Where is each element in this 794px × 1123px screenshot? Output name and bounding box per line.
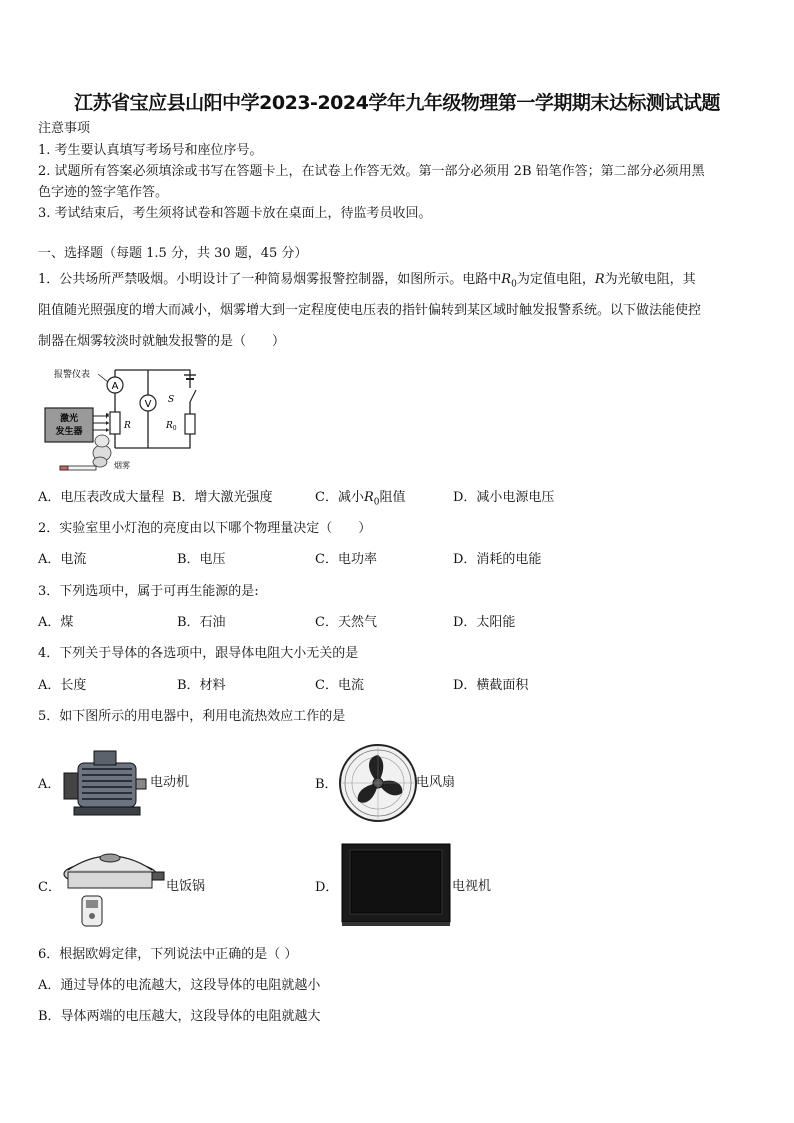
q1-option-c xyxy=(315,489,406,512)
alarm-label: 报警仪表 xyxy=(54,370,91,380)
voltmeter-label: V xyxy=(144,399,152,410)
electric-motor-image xyxy=(60,745,150,825)
circuit-diagram xyxy=(40,358,210,476)
q5-option-b-letter: B． xyxy=(315,777,338,792)
q4-option-c: C．电流 xyxy=(315,678,364,693)
q6-option-a: A．通过导体的电流越大，这段导体的电阻就越小 xyxy=(38,978,321,993)
question-1-line-3: 制器在烟雾较淡时就触发报警的是（ ） xyxy=(38,334,286,349)
r0-resistor-icon xyxy=(185,414,195,434)
notice-item-2-cont: 色字迹的签字笔作答。 xyxy=(38,185,169,200)
notice-item-3: 3. 考试结束后，考生须将试卷和答题卡放在桌面上，待监考员收回。 xyxy=(38,206,432,221)
q2-option-c: C．电功率 xyxy=(315,552,377,567)
q1-option-d: D．减小电源电压 xyxy=(453,490,555,505)
q1-option-c-sub: 0 xyxy=(373,497,380,508)
q1-var-r0: R xyxy=(501,272,512,287)
question-3-stem: 3．下列选项中，属于可再生能源的是: xyxy=(38,584,259,599)
ammeter-label: A xyxy=(111,381,119,392)
q1-option-c-var: R xyxy=(363,490,374,505)
question-5-stem: 5．如下图所示的用电器中，利用电流热效应工作的是 xyxy=(38,709,346,724)
q2-option-b: B．电压 xyxy=(177,552,226,567)
q5-option-b-label: 电风扇 xyxy=(416,775,456,790)
question-2-stem: 2．实验室里小灯泡的亮度由以下哪个物理量决定（ ） xyxy=(38,521,372,536)
page-title: 江苏省宝应县山阳中学2023-2024学年九年级物理第一学期期末达标测试试题 xyxy=(74,92,720,114)
q5-option-d-label: 电视机 xyxy=(452,879,492,894)
switch-label: S xyxy=(168,395,175,405)
q5-option-d-letter: D． xyxy=(315,880,339,895)
question-6-stem: 6．根据欧姆定律，下列说法中正确的是（ ） xyxy=(38,947,298,962)
question-1-line-1 xyxy=(38,271,696,294)
q1-option-c-post: 阻值 xyxy=(379,490,406,505)
notice-item-1: 1. 考生要认真填写考场号和座位序号。 xyxy=(38,143,263,158)
q6-option-b: B．导体两端的电压越大，这段导体的电阻就越大 xyxy=(38,1009,321,1024)
q1-text-b: 为定值电阻， xyxy=(516,272,595,287)
q5-option-a-label: 电动机 xyxy=(150,775,190,790)
q1-var-r: R xyxy=(594,272,605,287)
r-resistor-icon xyxy=(110,412,120,434)
rice-cooker-image xyxy=(60,840,168,932)
r-label: R xyxy=(124,421,131,431)
q4-option-b: B．材料 xyxy=(177,678,226,693)
q3-option-c: C．天然气 xyxy=(315,615,377,630)
q1-text-c: 为光敏电阻，其 xyxy=(604,272,696,287)
q4-option-a: A．长度 xyxy=(38,678,87,693)
q3-option-b: B．石油 xyxy=(177,615,226,630)
q5-option-c-letter: C． xyxy=(38,880,61,895)
q3-option-a: A．煤 xyxy=(38,615,74,630)
question-1-line-2: 阻值随光照强度的增大而减小，烟雾增大到一定程度使电压表的指针偏转到某区域时触发报警系统。以下做法能使控 xyxy=(38,303,702,318)
electric-fan-image xyxy=(336,741,420,825)
q1-option-a: A．电压表改成大量程 xyxy=(38,490,165,505)
q5-option-a-letter: A． xyxy=(38,777,61,792)
notice-heading: 注意事项 xyxy=(38,121,91,136)
notice-item-2: 2. 试题所有答案必须填涂或书写在答题卡上，在试卷上作答无效。第一部分必须用 2B 铅笔作答；第二部分必须用黑 xyxy=(38,164,705,179)
r0-label: $R_0$ xyxy=(166,421,177,432)
q2-option-a: A．电流 xyxy=(38,552,87,567)
q1-var-r0-sub: 0 xyxy=(511,279,517,290)
q1-text-a: 1．公共场所严禁吸烟。小明设计了一种简易烟雾报警控制器，如图所示。电路中 xyxy=(38,272,502,287)
section-heading: 一、选择题（每题 1.5 分，共 30 题，45 分） xyxy=(38,246,308,261)
q5-option-c-label: 电饭锅 xyxy=(166,879,206,894)
television-image xyxy=(340,842,452,928)
q2-option-d: D．消耗的电能 xyxy=(453,552,542,567)
laser-label-2: 发生器 xyxy=(55,427,83,437)
smoke-label: 烟雾 xyxy=(114,461,130,470)
q4-option-d: D．横截面积 xyxy=(453,678,529,693)
question-4-stem: 4．下列关于导体的各选项中，跟导体电阻大小无关的是 xyxy=(38,646,359,661)
q1-option-c-pre: C．减小 xyxy=(315,490,364,505)
q1-option-b: B．增大激光强度 xyxy=(172,490,273,505)
laser-label-1: 激光 xyxy=(59,414,79,424)
q3-option-d: D．太阳能 xyxy=(453,615,516,630)
